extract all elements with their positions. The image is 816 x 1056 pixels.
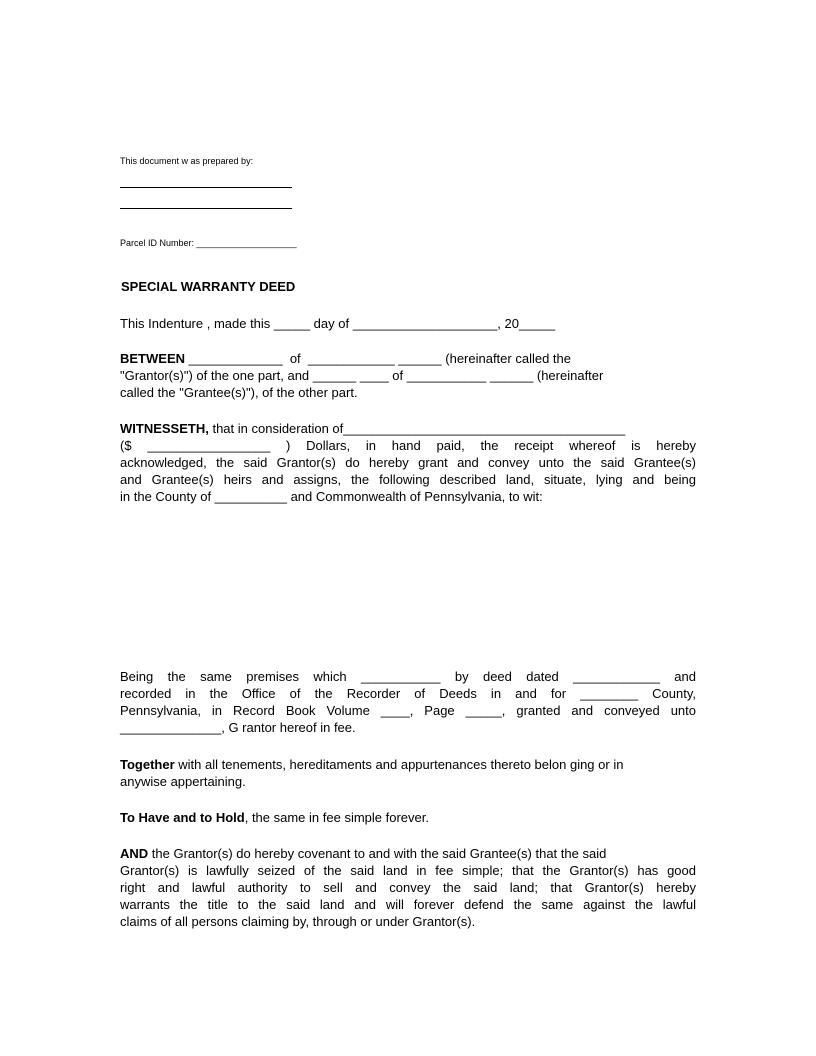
witnesseth-paragraph bbox=[120, 420, 696, 505]
and-text-3: right and lawful authority to sell and convey the said land; that Grantor(s) hereby bbox=[120, 880, 696, 895]
parcel-id-label: Parcel ID Number: ____________________ bbox=[120, 238, 297, 248]
witnesseth-text-5: in the County of __________ and Commonwealth of Pennsylvania, to wit: bbox=[120, 489, 543, 504]
together-text-2: anywise appertaining. bbox=[120, 774, 246, 789]
and-text-1: the Grantor(s) do hereby covenant to and with the said Grantee(s) that the said bbox=[148, 846, 607, 861]
prepared-by-line-2 bbox=[120, 208, 292, 209]
together-paragraph bbox=[120, 756, 696, 790]
deed-title: SPECIAL WARRANTY DEED bbox=[121, 279, 296, 294]
witnesseth-text-3: acknowledged, the said Grantor(s) do hereby grant and convey unto the said Grantee(s) bbox=[120, 455, 696, 470]
indenture-line: This Indenture , made this _____ day of ____________________, 20_____ bbox=[120, 316, 556, 331]
together-row-1 bbox=[120, 756, 696, 773]
prepared-by-line-1 bbox=[120, 187, 292, 188]
being-text-3: Pennsylvania, in Record Book Volume ____, Page _____, granted and conveyed unto bbox=[120, 703, 696, 718]
between-text-2: "Grantor(s)") of the one part, and ______ ____ of ___________ ______ (hereinafter bbox=[120, 368, 604, 383]
between-text-1: _____________ of ____________ ______ (hereinafter called the bbox=[185, 351, 571, 366]
being-text-2: recorded in the Office of the Recorder of Deeds in and for ________ County, bbox=[120, 686, 696, 701]
and-text-4: warrants the title to the said land and will forever defend the same against the lawful bbox=[120, 897, 696, 912]
witnesseth-text-4: and Grantee(s) heirs and assigns, the following described land, situate, lying and being bbox=[120, 472, 696, 487]
between-lead: BETWEEN bbox=[120, 351, 185, 366]
and-row-1 bbox=[120, 845, 696, 862]
and-text-2: Grantor(s) is lawfully seized of the said land in fee simple; that the Grantor(s) has good bbox=[120, 863, 696, 878]
have-hold-text: , the same in fee simple forever. bbox=[244, 810, 429, 825]
being-text-4: ______________, G rantor hereof in fee. bbox=[120, 720, 356, 735]
witnesseth-text-2: ($ _________________ ) Dollars, in hand paid, the receipt whereof is hereby bbox=[120, 438, 696, 453]
being-paragraph bbox=[120, 668, 696, 736]
and-lead: AND bbox=[120, 846, 149, 861]
have-hold-row bbox=[120, 809, 696, 826]
between-row-1 bbox=[120, 350, 696, 367]
witnesseth-text-1: that in consideration of_______________________________________ bbox=[208, 421, 626, 436]
between-text-3: called the "Grantee(s)"), of the other part. bbox=[120, 385, 358, 400]
and-paragraph bbox=[120, 845, 696, 930]
together-text-1: with all tenements, hereditaments and appurtenances thereto belon ging or in bbox=[174, 757, 624, 772]
witnesseth-lead: WITNESSETH, bbox=[120, 421, 209, 436]
being-text-1: Being the same premises which ___________ by deed dated ____________ and bbox=[120, 669, 696, 684]
together-lead: Together bbox=[120, 757, 175, 772]
and-text-5: claims of all persons claiming by, through or under Grantor(s). bbox=[120, 914, 476, 929]
prepared-by-label: This document w as prepared by: bbox=[120, 156, 254, 166]
between-paragraph bbox=[120, 350, 696, 401]
have-hold-paragraph bbox=[120, 809, 696, 826]
witnesseth-row-1 bbox=[120, 420, 696, 437]
have-hold-lead: To Have and to Hold bbox=[120, 810, 245, 825]
